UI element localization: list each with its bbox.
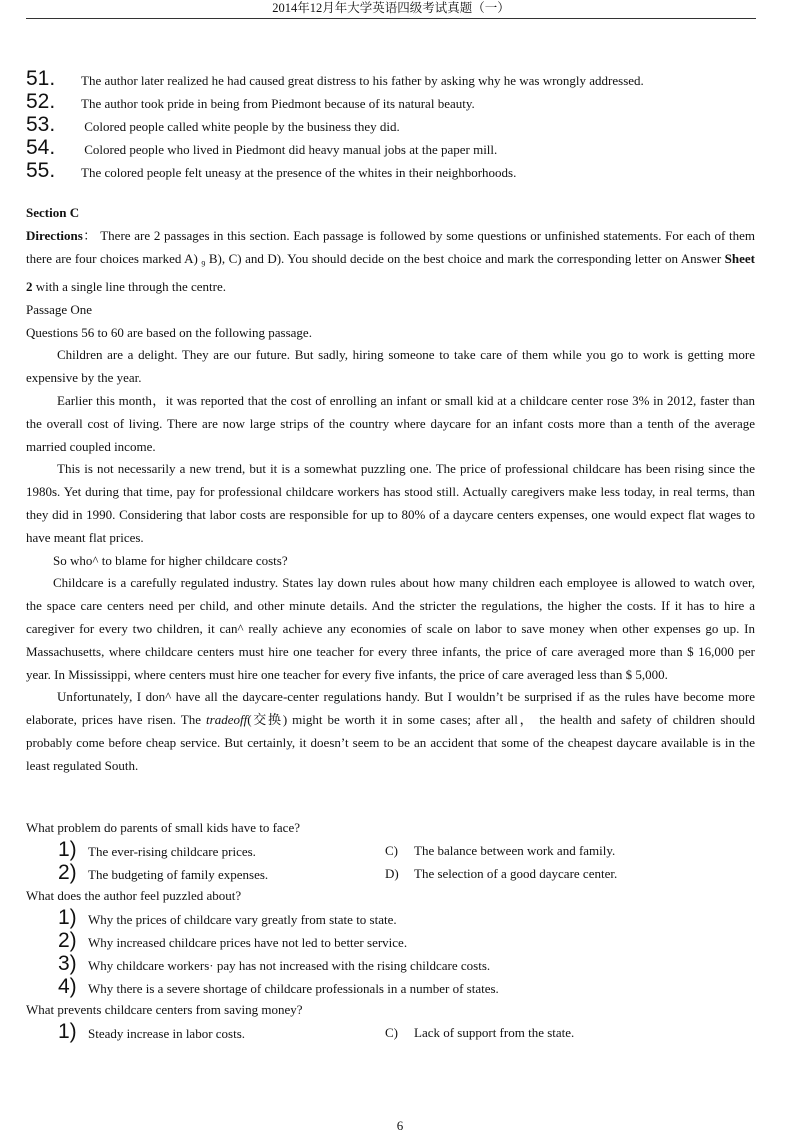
list-item [26,90,475,112]
answer-option[interactable] [58,906,397,930]
option-text: The ever-rising childcare prices. [88,844,256,859]
option-text: Steady increase in labor costs. [88,1026,246,1041]
question-stem: What prevents childcare centers from saving money? [26,1002,303,1017]
answer-option[interactable] [58,838,256,862]
item-text: The author later realized he had caused great distress to his father by asking why he was wrongly addressed. [81,73,644,88]
option-label: 1) [58,906,77,929]
paragraph-6-a: Unfortunately, I don^ have all the daycare-center regulations handy. But I wouldn’t be surprised if as the rules have become more elaborate, prices have risen. The [26,689,755,728]
option-label: 3) [58,952,77,975]
passage-intro: Questions 56 to 60 are based on the following passage. [26,324,312,340]
directions-sub: 9 [201,259,206,269]
list-item [26,136,497,158]
paragraph-3: This is not necessarily a new trend, but it is a somewhat puzzling one. The price of professional childcare has been rising since the 1980s. Yet during that time, pay for professional childcare workers has stood still. Actually caregivers make less today, in real terms, than they did in 1990. Considering that labor costs are responsible for up to 80% of a daycare centers expenses, one would expect flat wages to have meant flat prices. [26,461,755,545]
answer-option[interactable] [58,1020,245,1044]
section-c [26,202,755,778]
item-number: 52. [26,90,56,113]
answer-option[interactable] [58,861,268,885]
option-label: 1) [58,1020,77,1043]
item-text: Colored people who lived in Piedmont did heavy manual jobs at the paper mill. [81,142,498,157]
option-text: Why increased childcare prices have not led to better service. [88,935,408,950]
directions-text-3: with a single line through the centre. [35,278,227,294]
item-text: Colored people called white people by the business they did. [81,119,400,134]
page-number: 6 [396,1118,404,1133]
answer-option[interactable] [385,843,615,859]
item-number: 53. [26,113,56,136]
paragraph-6-gloss: (交换) [247,712,288,728]
page-header: 2014年12月年大学英语四级考试真题（一） [26,0,756,19]
answer-option[interactable] [385,866,617,882]
option-label: C) [385,1025,398,1040]
question-stem: What does the author feel puzzled about? [26,888,242,903]
list-item [26,67,644,89]
directions-colon: ： [82,227,97,243]
option-text: Lack of support from the state. [414,1025,575,1040]
question-stem: What problem do parents of small kids have to face? [26,820,300,835]
option-label: 4) [58,975,77,998]
list-item [26,159,516,181]
paragraph-6-term: tradeoff [206,712,248,728]
paragraph-4: So who^ to blame for higher childcare costs? [53,552,288,568]
option-label: 1) [58,838,77,861]
item-text: The author took pride in being from Piedmont because of its natural beauty. [81,96,475,111]
option-text: The balance between work and family. [414,843,616,858]
option-label: C) [385,843,398,858]
option-text: Why childcare workers· pay has not increased with the rising childcare costs. [88,958,491,973]
answer-sheet-label: Sheet 2 [26,250,755,294]
answer-option[interactable] [385,1025,574,1041]
directions [26,225,755,299]
option-text: The budgeting of family expenses. [88,867,269,882]
item-number: 55. [26,159,56,182]
directions-text-1: There are 2 passages in this section. Each passage is followed by some questions or unfinished statements. For each of them there are four choices marked A) [26,227,755,266]
option-text: Why the prices of childcare vary greatly from state to state. [88,912,397,927]
item-number: 54. [26,136,56,159]
answer-option[interactable] [58,929,407,953]
paragraph-6-b: might be worth it in some cases; after all， the health and safety of children should probably come before cheap service. But certainly, it doesn’t seem to be an accident that some of the cheapest daycare available is in the least regulated South. [26,712,755,773]
option-label: 2) [58,929,77,952]
answer-option[interactable] [58,975,499,999]
list-item [26,113,400,135]
paragraph-2: Earlier this month，it was reported that the cost of enrolling an infant or small kid at a childcare center rose 3% in 2012, faster than the overall cost of living. There are now large strips of the country where daycare for an infant costs more than a tenth of the average married coupled income. [26,392,755,454]
section-title: Section C [26,205,80,220]
paragraph-5: Childcare is a carefully regulated industry. States lay down rules about how many children each employee is allowed to watch over, the space care centers need per child, and other minute details. And the stricter the regulations, the higher the costs. If it has to hire a caregiver for every two children, it can^ really achieve any economies of scale on labor to save money when other expenses go up. In Massachusetts, where childcare centers must hire one teacher for every three infants, the price of care averaged more than $ 16,000 per year. In Mississippi, where centers must hire one teacher for every five infants, the price of care averaged less than $ 5,000. [26,575,755,682]
passage-label: Passage One [26,301,93,317]
directions-label: Directions [26,227,83,243]
option-label: D) [385,866,399,881]
option-label: 2) [58,861,77,884]
answer-option[interactable] [58,952,490,976]
option-text: Why there is a severe shortage of childcare professionals in a number of states. [88,981,499,996]
paragraph-1: Children are a delight. They are our future. But sadly, hiring someone to take care of them while you go to work is getting more expensive by the year. [26,347,755,386]
item-number: 51. [26,67,56,90]
paragraph-6 [26,686,755,777]
directions-text-2: B), C) and D). You should decide on the best choice and mark the corresponding letter on Answer [208,250,722,266]
option-text: The selection of a good daycare center. [414,866,618,881]
item-text: The colored people felt uneasy at the presence of the whites in their neighborhoods. [81,165,517,180]
